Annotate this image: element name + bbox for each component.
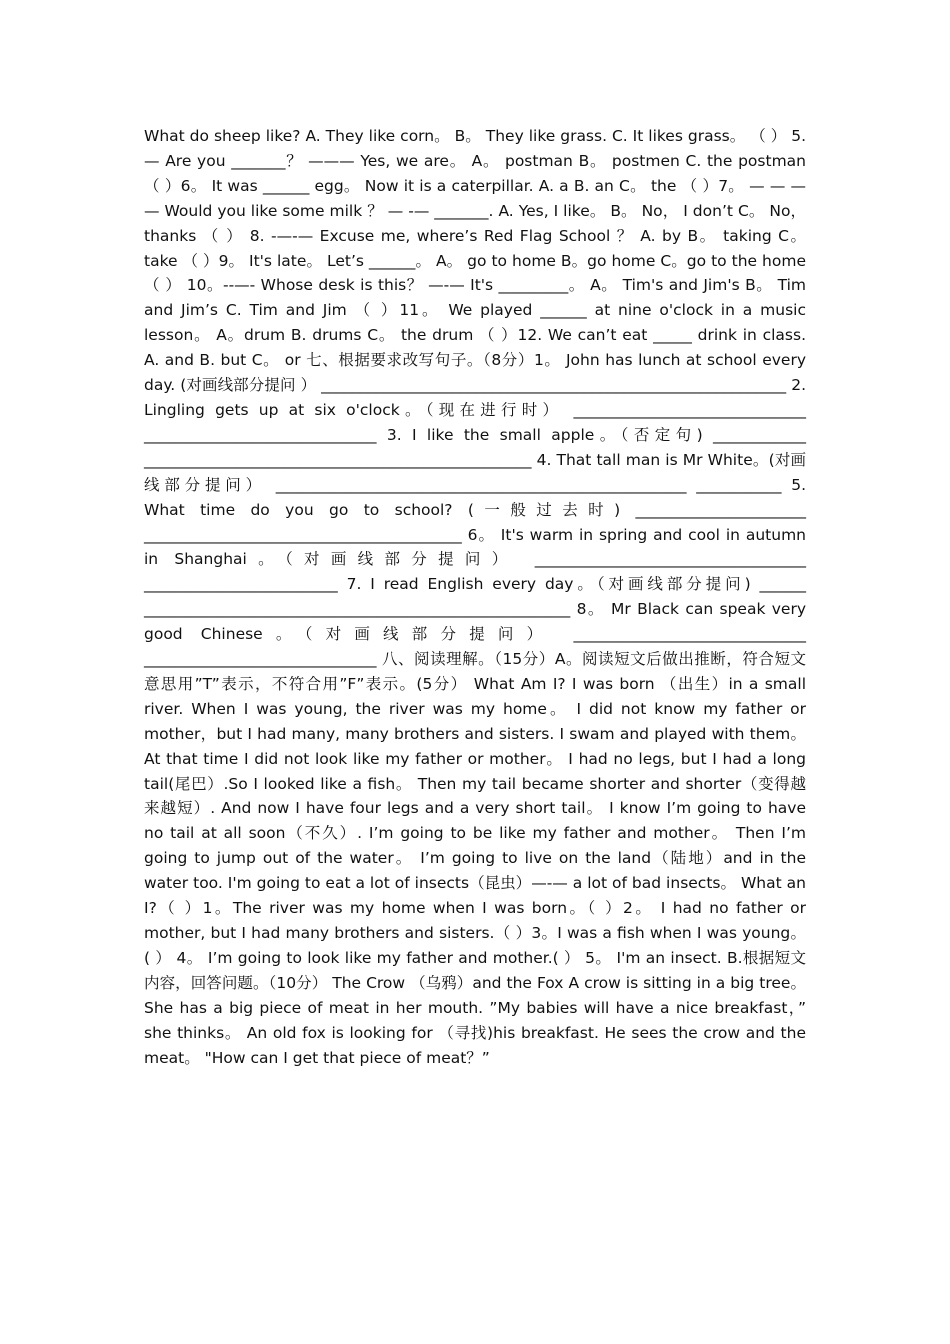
document-body-text: What do sheep like? A. They like corn。 B。 They like grass. C. It likes grass。 （ ） 5. — Are you _______？ ——— Yes, we are。 A。 postman B。 postmen C. the postman （ ）6。 It was ______ egg。 Now it is a caterpillar. A. a B. an C。 the （ ）7。 — — — — Would you like some milk ？ — -— _______. A. Yes, I like。 B。 No， I don’t C。 No， thanks （ ） 8. -—-— Excuse me, where’s Red Flag School ？ A. by B。 taking C。 take （ ）9。 It's late。 Let’s ______。 A。 go to home B。go home C。go to the home （ ） 10。--—- Whose desk is this？ —-— It's _________。 A。 Tim's and Jim's B。 Tim and Jim’s C. Tim and Jim （ ）11。 We played ______ at nine o'clock in a music lesson。 A。drum B. drums C。 the drum （ ）12. We can’t eat _____ drink in class. A. and B. but C。 or 七、根据要求改写句子。（8分）1。 John has lunch at school every day. (对画线部分提问 ） ____________________________________________________________ 2. Lingling gets up at six o'clock。（现在进行时） ______________________________ ______________________________ 3. I like the small apple。（否定句) ____________ __________________________________________________ 4. That tall man is Mr White。(对画线部分提问） _____________________________________________________ ___________ 5. What time do you go to school? (一般过去时) ______________________ _________________________________________ 6。 It's warm in spring and cool in autumn in Shanghai。（对画线部分提问） ___________________________________ _________________________ 7. I read English every day。（对画线部分提问) ______ _______________________________________________________ 8。 Mr Black can speak very good Chinese。（对画线部分提问） ______________________________ ______________________________ 八、阅读理解。（15分）A。阅读短文后做出推断，符合短文意思用”T”表示，不符合用”F”表示。(5分） What Am I? I was born （出生）in a small river. When I was young, the river was my home。 I did not know my father or mother，but I had many, many brothers and sisters. I swam and played with them。 At that time I did not look like my father or mother。 I had no legs, but I had a long tail(尾巴）.So I looked like a fish。 Then my tail became shorter and shorter（变得越来越短）. And now I have four legs and a very short tail。 I know I’m going to have no tail at all soon（不久）. I’m going to be like my father and mother。 Then I’m going to jump out of the water。 I’m going to live on the land（陆地）and in the water too. I'm going to eat a lot of insects（昆虫）—-— a lot of bad insects。 What an I?（ ）1。The river was my home when I was born。（ ）2。 I had no father or mother, but I had many brothers and sisters.（ ）3。I was a fish when I was young。( ） 4。 I’m going to look like my father and mother.( ） 5。 I'm an insect. B.根据短文内容，回答问题。（10分） The Crow （乌鸦）and the Fox A crow is sitting in a big tree。 She has a big piece of meat in her mouth. ”My babies will have a nice breakfast，” she thinks。 An old fox is looking for （寻找)his breakfast. He sees the crow and the meat。 "How can I get that piece of meat？” xyxy=(144,127,806,1067)
document-page xyxy=(144,124,806,1070)
